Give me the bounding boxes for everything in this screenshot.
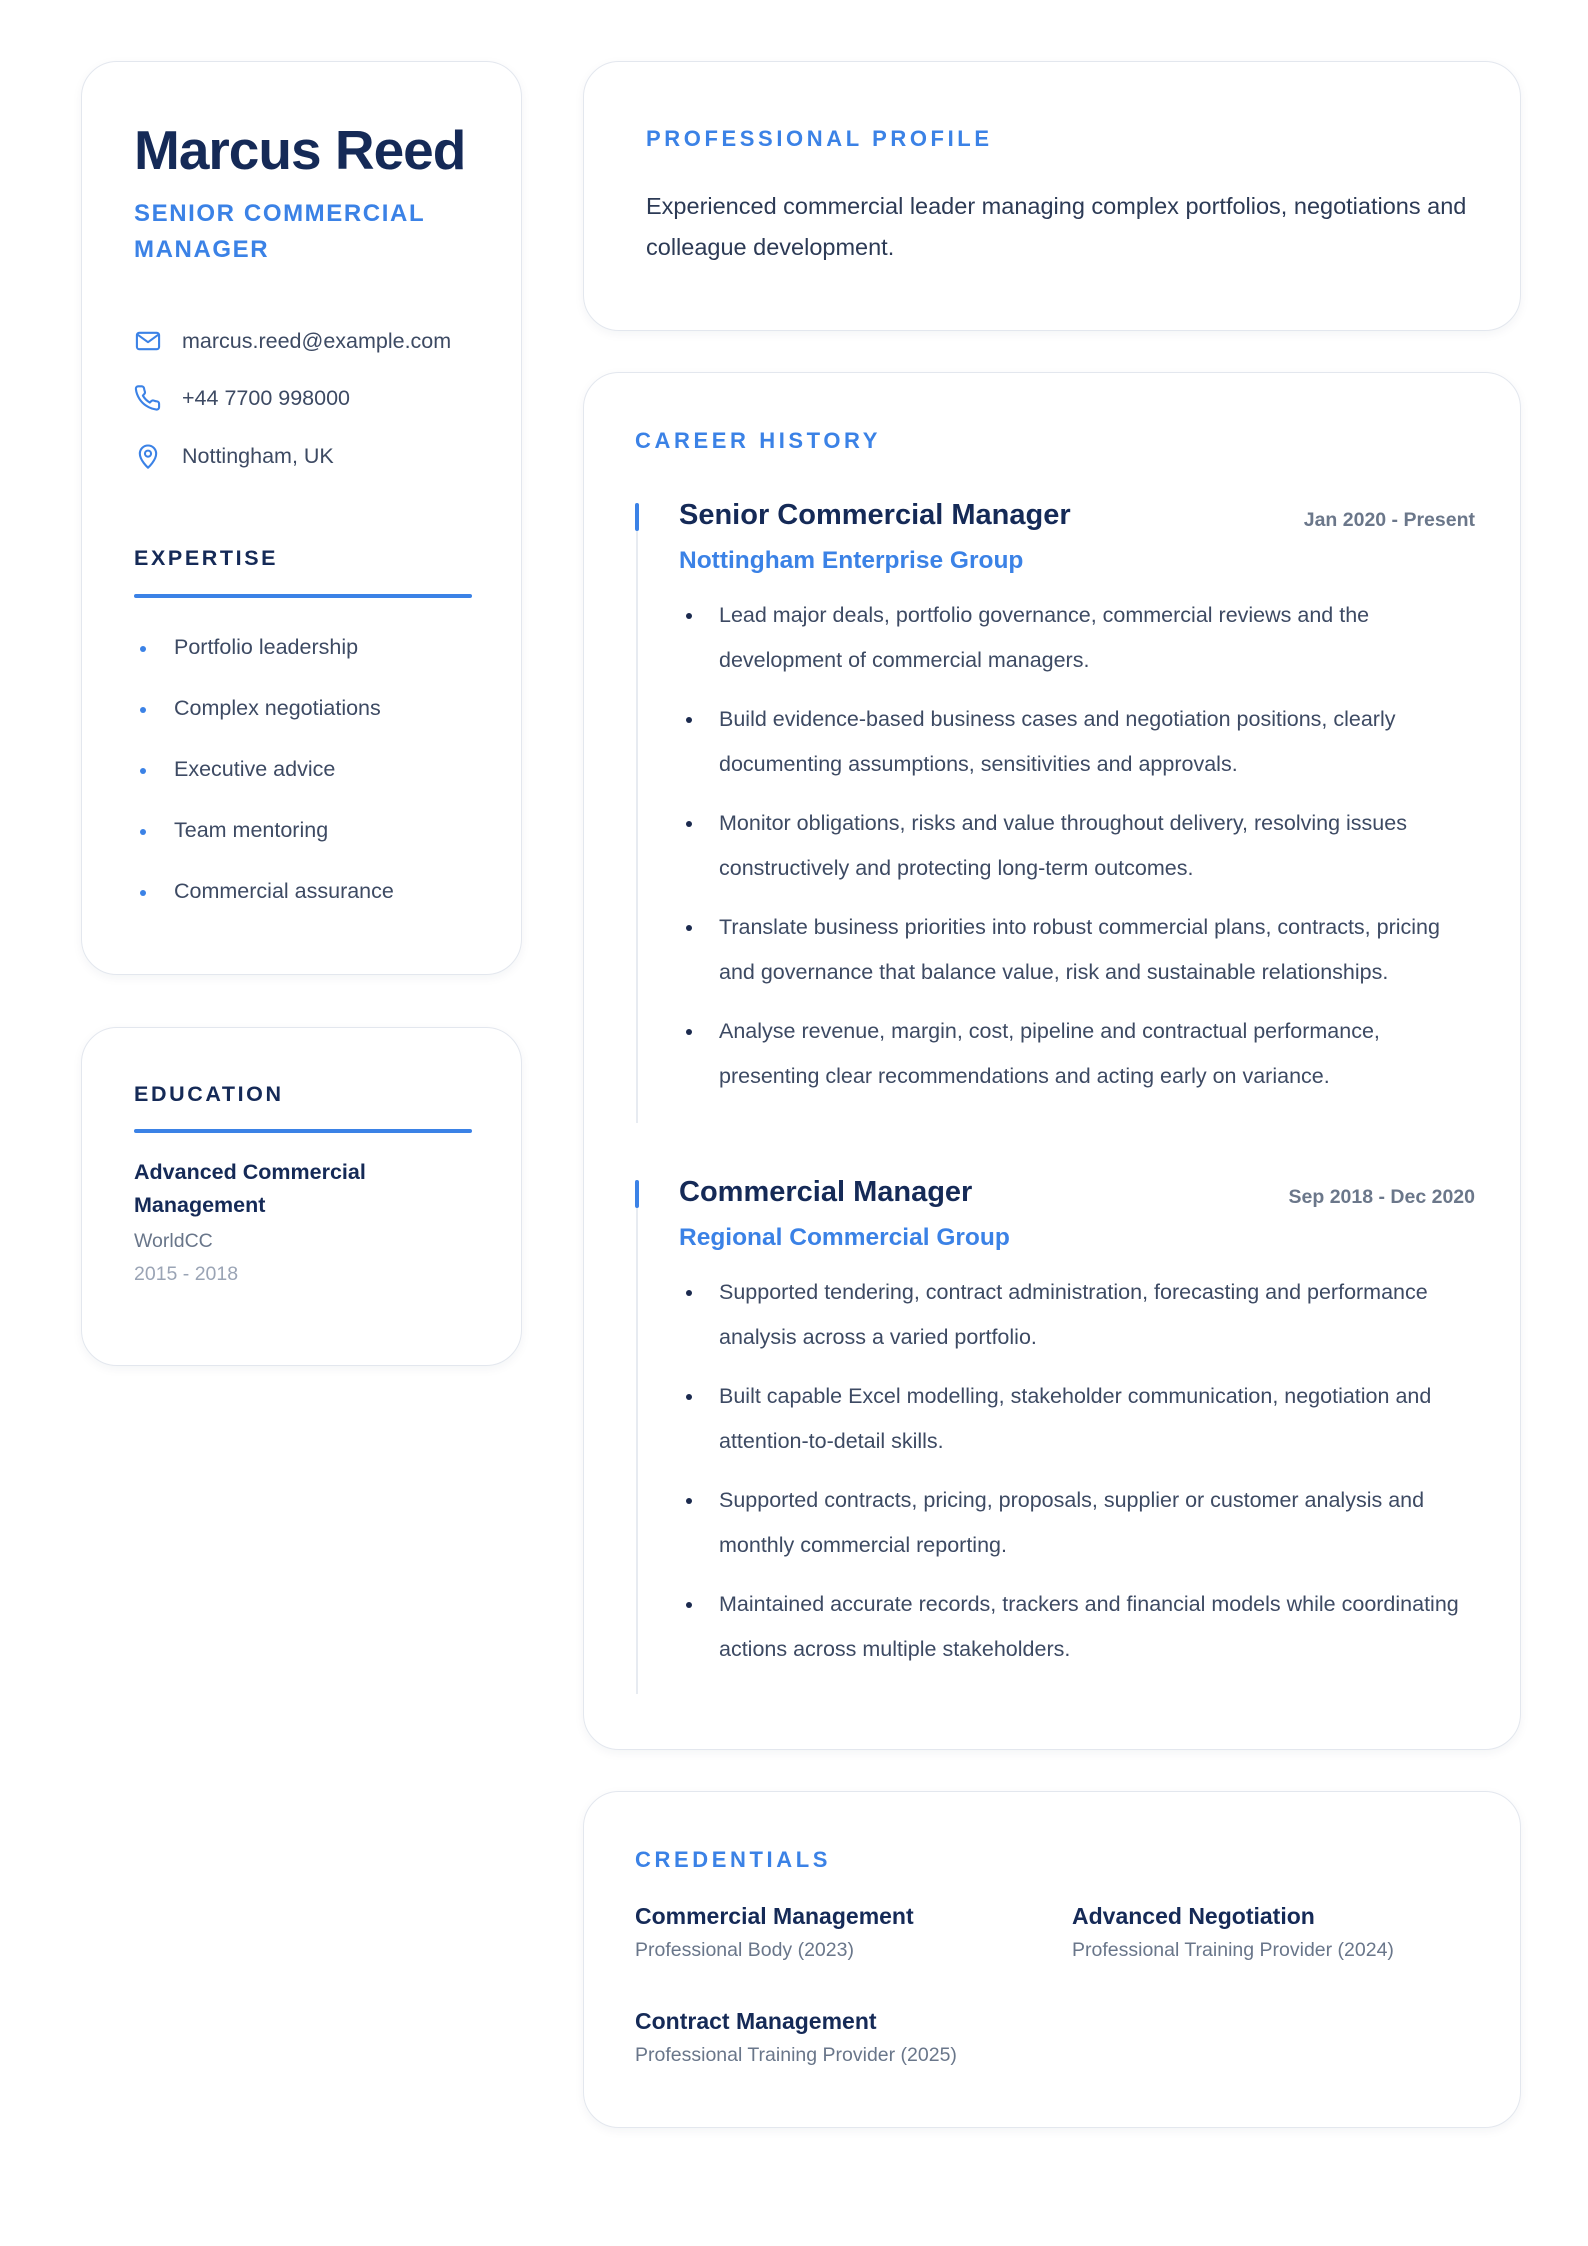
contact-email[interactable] bbox=[134, 327, 451, 355]
job-bullet: Translate business priorities into robust commercial plans, contracts, pricing and governance that balance value, risk and sustainable relationships. bbox=[679, 905, 1479, 994]
expertise-item: Commercial assurance bbox=[134, 861, 394, 922]
phone-icon bbox=[134, 384, 162, 412]
expertise-heading: EXPERTISE bbox=[134, 546, 279, 570]
expertise-item: Executive advice bbox=[134, 739, 394, 800]
job-role: Commercial Manager bbox=[679, 1176, 973, 1208]
mail-icon bbox=[134, 327, 162, 355]
contact-phone[interactable] bbox=[134, 384, 350, 412]
candidate-title: SENIOR COMMERCIAL MANAGER bbox=[134, 200, 425, 263]
job-timeline-line bbox=[636, 531, 638, 1123]
credentials-card bbox=[583, 1791, 1521, 2128]
job-bullet: Supported tendering, contract administration, forecasting and performance analysis across a varied portfolio. bbox=[679, 1270, 1479, 1359]
job-bullets bbox=[679, 593, 1479, 1113]
job-company: Regional Commercial Group bbox=[679, 1224, 1010, 1251]
expertise-item: Team mentoring bbox=[134, 800, 394, 861]
job-company: Nottingham Enterprise Group bbox=[679, 547, 1024, 574]
job-dates: Jan 2020 - Present bbox=[1303, 509, 1475, 531]
expertise-list bbox=[134, 617, 394, 922]
job-bullets bbox=[679, 1270, 1479, 1686]
contact-location-text: Nottingham, UK bbox=[182, 443, 334, 468]
job-bullet: Built capable Excel modelling, stakeholder communication, negotiation and attention-to-detail skills. bbox=[679, 1374, 1479, 1463]
credential-issuer: Professional Training Provider (2024) bbox=[1072, 1939, 1394, 1961]
profile-card bbox=[81, 61, 522, 975]
job-bullet: Monitor obligations, risks and value throughout delivery, resolving issues constructively and protecting long-term outcomes. bbox=[679, 801, 1479, 890]
education-heading: EDUCATION bbox=[134, 1082, 284, 1106]
expertise-divider bbox=[134, 594, 472, 598]
job-timeline-line bbox=[636, 1208, 638, 1694]
credentials-heading: CREDENTIALS bbox=[635, 1847, 832, 1872]
credential-item bbox=[1072, 1903, 1394, 1962]
credential-item bbox=[635, 1903, 914, 1962]
education-school: WorldCC bbox=[134, 1230, 213, 1252]
expertise-item: Complex negotiations bbox=[134, 678, 394, 739]
contact-location bbox=[134, 442, 334, 470]
job-bullet: Analyse revenue, margin, cost, pipeline and contractual performance, presenting clear recommendations and acting early on variance. bbox=[679, 1009, 1479, 1098]
credential-item bbox=[635, 2008, 957, 2067]
location-pin-icon bbox=[134, 442, 162, 470]
credential-issuer: Professional Training Provider (2025) bbox=[635, 2044, 957, 2066]
job-entry bbox=[635, 499, 1475, 1123]
job-marker bbox=[635, 503, 639, 531]
job-bullet: Lead major deals, portfolio governance, commercial reviews and the development of commercial managers. bbox=[679, 593, 1479, 682]
education-degree: Advanced Commercial Management bbox=[134, 1160, 366, 1217]
job-dates: Sep 2018 - Dec 2020 bbox=[1288, 1186, 1475, 1208]
summary-card bbox=[583, 61, 1521, 331]
contact-email-text: marcus.reed@example.com bbox=[182, 328, 452, 353]
education-card bbox=[81, 1027, 522, 1366]
credential-name: Contract Management bbox=[635, 2008, 877, 2034]
job-bullet: Supported contracts, pricing, proposals, supplier or customer analysis and monthly commercial reporting. bbox=[679, 1478, 1479, 1567]
expertise-item: Portfolio leadership bbox=[134, 617, 394, 678]
contact-phone-text: +44 7700 998000 bbox=[182, 385, 350, 410]
career-card bbox=[583, 372, 1521, 1750]
summary-heading: PROFESSIONAL PROFILE bbox=[646, 126, 993, 151]
education-divider bbox=[134, 1129, 472, 1133]
credential-name: Advanced Negotiation bbox=[1072, 1903, 1315, 1929]
job-marker bbox=[635, 1180, 639, 1208]
candidate-name: Marcus Reed bbox=[134, 119, 466, 181]
job-bullet: Maintained accurate records, trackers and financial models while coordinating actions across multiple stakeholders. bbox=[679, 1582, 1479, 1671]
job-role: Senior Commercial Manager bbox=[679, 499, 1071, 531]
education-years: 2015 - 2018 bbox=[134, 1263, 239, 1285]
summary-text: Experienced commercial leader managing complex portfolios, negotiations and colleague development. bbox=[646, 193, 1467, 260]
credential-name: Commercial Management bbox=[635, 1903, 914, 1929]
job-entry bbox=[635, 1176, 1475, 1694]
credential-issuer: Professional Body (2023) bbox=[635, 1939, 854, 1961]
job-bullet: Build evidence-based business cases and negotiation positions, clearly documenting assumptions, sensitivities and approvals. bbox=[679, 697, 1479, 786]
career-heading: CAREER HISTORY bbox=[635, 428, 881, 453]
